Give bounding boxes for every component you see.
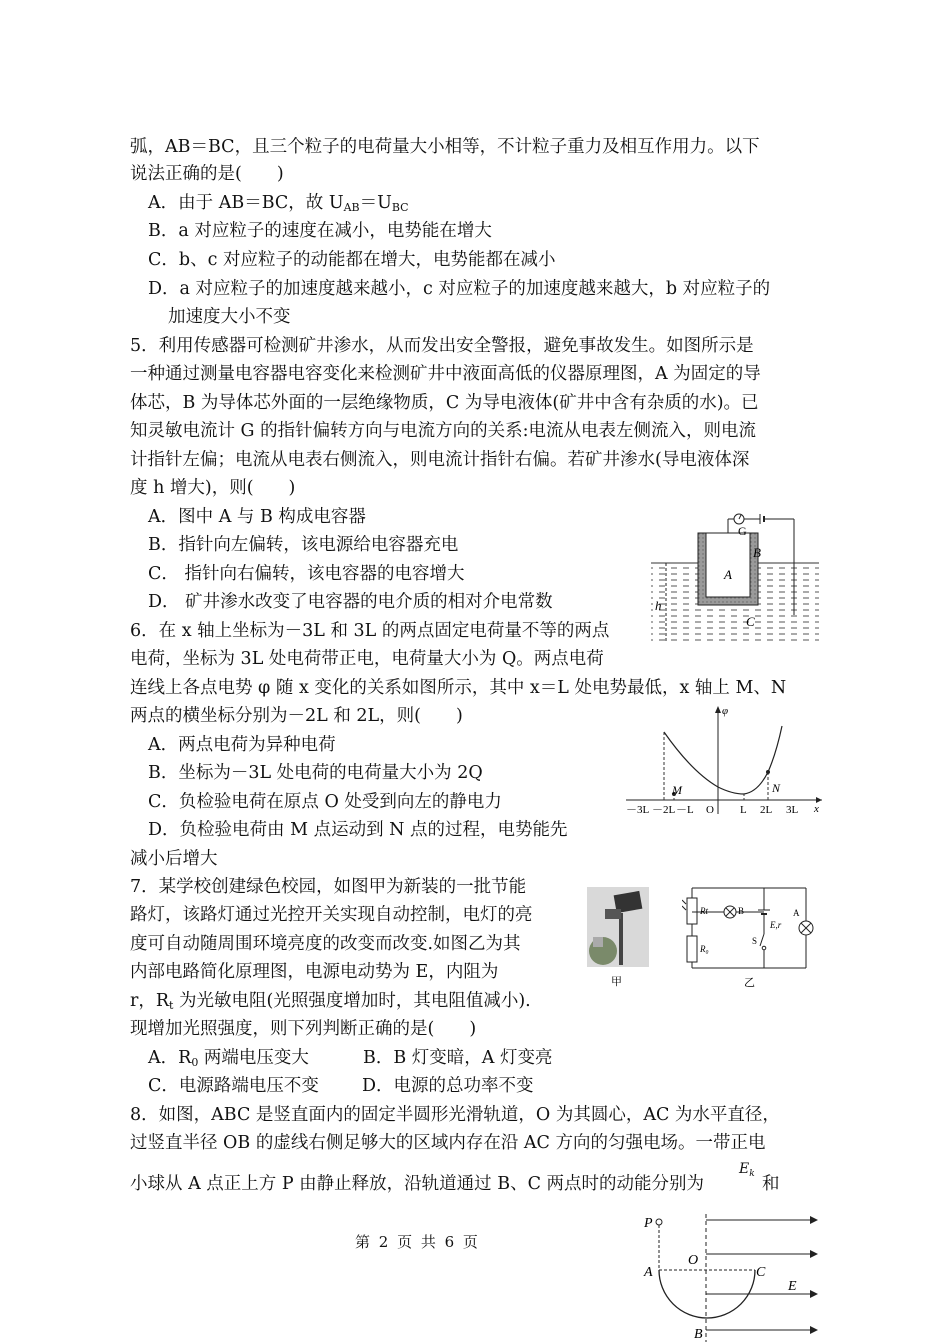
q6-label-m: M [672, 783, 682, 797]
q8-label-p: P [644, 1216, 653, 1231]
q6-tick-o: O [706, 804, 714, 816]
q8-line-1: 8．如图，ABC 是竖直面内的固定半圆形光滑轨道，O 为其圆心，AC 为水平直径， [130, 1105, 780, 1125]
q6-option-b: B．坐标为－3L 处电荷的电荷量大小为 2Q [148, 763, 483, 783]
q4-option-d-line-2: 加速度大小不变 [168, 307, 291, 327]
q5-line-6: 度 h 增大)，则( ) [130, 478, 296, 498]
q7-option-d: D．电源的总功率不变 [362, 1076, 534, 1096]
q7-label-a: A [793, 908, 800, 918]
q7-line-2: 路灯，该路灯通过光控开关实现自动控制，电灯的亮 [130, 905, 533, 925]
q5-line-4: 知灵敏电流计 G 的指针偏转方向与电流方向的关系:电流从电表左侧流入，则电流 [130, 421, 756, 441]
q7-option-b: B．B 灯变暗，A 灯变亮 [363, 1048, 553, 1068]
q6-label-x: x [814, 803, 819, 815]
q5-capacitor-figure [646, 505, 824, 647]
q6-option-d-line-1: D．负检验电荷由 M 点运动到 N 点的过程，电势能先 [148, 820, 568, 840]
q6-tick-neg2l: －2L [652, 804, 676, 816]
q6-label-phi: φ [722, 705, 729, 717]
q7-option-c: C．电源路端电压不变 [148, 1076, 319, 1096]
q5-line-5: 计指针左偏；电流从电表右侧流入，则电流计指针右偏。若矿井渗水(导电液体深 [130, 450, 750, 470]
q5-option-c: C． 指针向右偏转，该电容器的电容增大 [148, 564, 465, 584]
q4-option-a: A．由于 AB＝BC，故 $U_{AB}=U_{BC}$ [148, 193, 409, 214]
q8-line-2: 过竖直半径 OB 的虚线右侧足够大的区域内存在沿 AC 方向的匀强电场。一带正电 [130, 1133, 766, 1153]
q6-line-2: 电荷，坐标为 3L 处电荷带正电，电荷量大小为 Q。两点电荷 [130, 649, 604, 669]
q7-line-4: 内部电路简化原理图，电源电动势为 E，内阻为 [130, 962, 499, 982]
q7-label-s: S [752, 936, 758, 946]
q6-line-3: 连线上各点电势 φ 随 x 变化的关系如图所示，其中 x＝L 处电势最低，x 轴上 M、N [130, 678, 787, 698]
q7-label-r0: R₀ [700, 944, 709, 954]
q5-label-h: h [655, 598, 662, 613]
q5-option-a: A．图中 A 与 B 构成电容器 [148, 507, 366, 527]
q8-line-3: 小球从 A 点正上方 P 由静止释放，沿轨道通过 B、C 两点时的动能分别为 [130, 1174, 705, 1194]
q5-option-d: D． 矿井渗水改变了电容器的电介质的相对介电常数 [148, 592, 553, 612]
q6-line-1: 6．在 x 轴上坐标为－3L 和 3L 的两点固定电荷量不等的两点 [130, 621, 610, 641]
q7-line-5: r，$R_t$ 为光敏电阻(光照强度增加时，其电阻值减小). [130, 991, 531, 1012]
q6-potential-graph [622, 702, 827, 818]
q8-label-e: E [788, 1279, 797, 1294]
q8-semicircle-track-figure [638, 1210, 822, 1342]
q8-label-o: O [688, 1253, 699, 1268]
q7-line-3: 度可自动随周围环境亮度的改变而改变.如图乙为其 [130, 934, 521, 954]
q6-tick-l: L [740, 804, 747, 816]
q7-label-rt: Rt [700, 906, 708, 916]
q4-line-2: 说法正确的是( ) [130, 164, 284, 184]
page-footer: 第 2 页 共 6 页 [355, 1233, 480, 1251]
q6-option-a: A．两点电荷为异种电荷 [148, 735, 336, 755]
q7-line-1: 7．某学校创建绿色校园，如图甲为新装的一批节能 [130, 877, 527, 897]
q5-line-2: 一种通过测量电容器电容变化来检测矿井中液面高低的仪器原理图，A 为固定的导 [130, 364, 761, 384]
q7-line-6: 现增加光照强度，则下列判断正确的是( ) [130, 1019, 477, 1039]
q6-option-c: C．负检验电荷在原点 O 处受到向左的静电力 [148, 792, 502, 812]
q5-line-3: 体芯，B 为导体芯外面的一层绝缘物质，C 为导电液体(矿井中含有杂质的水)。已 [130, 393, 759, 413]
q8-label-a: A [644, 1265, 653, 1280]
q6-line-4: 两点的横坐标分别为－2L 和 2L，则( ) [130, 706, 463, 726]
q7-option-a: A．$R_0$ 两端电压变大 [148, 1048, 309, 1069]
q6-tick-3l: 3L [786, 804, 799, 816]
q5-line-1: 5．利用传感器可检测矿井渗水，从而发出安全警报，避免事故发生。如图所示是 [130, 336, 754, 356]
q6-tick-negl: －L [676, 804, 694, 816]
q7-label-b: B [738, 906, 745, 916]
q6-label-n: N [772, 781, 781, 795]
q6-tick-neg3l: －3L [626, 804, 650, 816]
q7-label-jia: 甲 [611, 976, 622, 988]
q8-ek-symbol: $E_k$ [739, 1161, 755, 1179]
q5-label-g: G [738, 524, 747, 538]
q8-line-3-end: 和 [762, 1174, 780, 1194]
q7-label-yi: 乙 [744, 977, 755, 989]
q5-option-b: B．指针向左偏转，该电源给电容器充电 [148, 535, 459, 555]
q7-label-er: E,r [770, 920, 782, 930]
q6-tick-2l: 2L [760, 804, 773, 816]
q4-line-1: 弧，AB＝BC，且三个粒子的电荷量大小相等，不计粒子重力及相互作用力。以下 [130, 137, 760, 157]
q4-option-c: C．b、c 对应粒子的动能都在增大，电势能都在减小 [148, 250, 556, 270]
q5-label-a: A [724, 567, 732, 582]
q7-circuit-diagram [682, 884, 820, 990]
q8-label-c: C [756, 1265, 766, 1280]
q8-label-b: B [694, 1327, 703, 1342]
q4-option-d-line-1: D．a 对应粒子的加速度越来越小，c 对应粒子的加速度越来越大，b 对应粒子的 [148, 279, 771, 299]
q5-label-b: B [753, 545, 761, 560]
q5-label-c: C [746, 614, 755, 629]
q4-option-b: B．a 对应粒子的速度在减小，电势能在增大 [148, 221, 492, 241]
q7-street-lamp-photo [585, 885, 651, 991]
q6-option-d-line-2: 减小后增大 [130, 849, 218, 869]
